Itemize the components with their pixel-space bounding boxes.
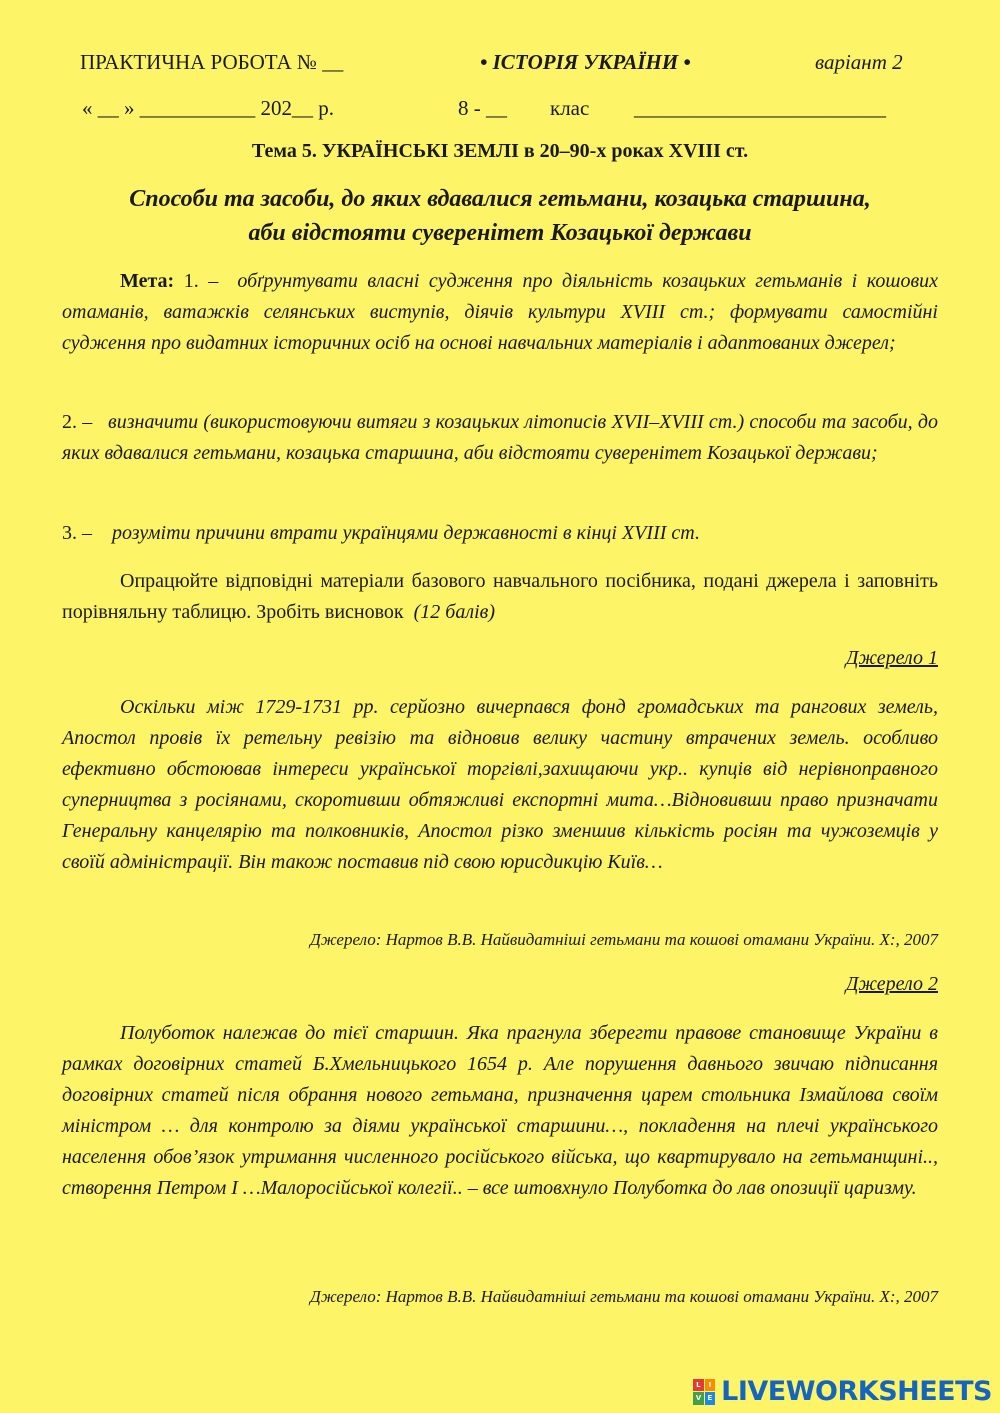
logo-badge-i: I [705,1379,716,1392]
goal-2-number: 2. – [62,411,93,433]
variant-label: варіант 2 [815,50,903,74]
liveworksheets-logo [693,1376,992,1407]
goal-3 [62,518,938,549]
title-line-2: аби відстояти суверенітет Козацької держави [248,220,752,246]
class-word: клас [550,96,590,120]
logo-text: LIVEWORKSHEETS [721,1376,992,1407]
goals-label: Мета: [120,270,175,292]
topic-heading: Тема 5. УКРАЇНСЬКІ ЗЕМЛІ в 20–90-х роках XVIII ст. [251,140,749,162]
source-1-text: Оскільки між 1729-1731 рр. серйозно вичерпався фонд громадських та рангових земель, Апостол провів їх ретельну ревізію та відновив велику частину втрачених земель. особливо ефективно обстоював інтереси української торгівлі,захищаючи укр.. купців від нерівноправного суперництва з росіянами, скоротивши обтяжливі експортні мита…Відновивши право призначати Генеральну канцелярію та полковників, Апостол різко зменшив кількість росіян та чужоземців у своїй адміністрації. Він також поставив під свою юрисдикцію Київ… [62,696,938,873]
goal-1 [62,266,938,359]
goal-1-number: 1. – [183,270,219,292]
logo-badge-e: E [705,1392,716,1405]
source-1-label: Джерело 1 [845,647,938,669]
source-2-text: Полуботок належав до тієї старшин. Яка прагнула зберегти правове становище України в рамках договірних статей Б.Хмельницького 1654 р. Але порушення давнього звичаю підписання договірних статей після обрання нового гетьмана, призначення царем стольника Ізмайлова своїм міністром … для контролю за діями української старшини…, покладення на плечі українського населення обов’язок утримання численного російського війська, що квартирувало на гетьманщині.., створення Петром І …Малоросійської колегії.. – все штовхнуло Полуботка до лав опозиції царизму. [62,1022,938,1199]
name-field: ________________________ [634,96,886,120]
source-2-label: Джерело 2 [845,973,938,995]
logo-badge-l: L [693,1379,704,1392]
date-field: « __ » ___________ 202__ р. [82,96,334,120]
logo-badge-icon [693,1379,715,1405]
source-1-citation: Джерело: Нартов В.В. Найвидатніші гетьмани та кошові отамани України. Х:, 2007 [310,930,938,949]
task-instructions [62,566,938,628]
class-field: 8 - __ [458,96,507,120]
logo-badge-v: V [693,1392,704,1405]
subject-title: • ІСТОРІЯ УКРАЇНИ • [480,50,691,74]
page-title [0,182,1000,250]
goal-1-text: обґрунтувати власні судження про діяльність козацьких гетьманів і кошових отаманів, ватажків селянських виступів, діячів культури XVIII ст.; формувати самостійні судження про видатних історичних осіб на основі навчальних матеріалів і адаптованих джерел; [62,270,939,354]
source-2-citation: Джерело: Нартов В.В. Найвидатніші гетьмани та кошові отамани України. Х:, 2007 [310,1287,938,1306]
goal-2-text: визначити (використовуючи витяги з козацьких літописів XVII–XVIII ст.) способи та засоби, до яких вдавалися гетьмани, козацька старшина, аби відстояти суверенітет Козацької держави; [62,411,939,464]
goal-3-text: розуміти причини втрати українцями державності в кінці XVIII ст. [112,522,700,544]
title-line-1: Способи та засоби, до яких вдавалися гетьмани, козацька старшина, [129,186,871,212]
task-text: Опрацюйте відповідні матеріали базового навчального посібника, подані джерела і заповніть порівняльну таблицю. Зробіть висновок [62,570,938,623]
task-points: (12 балів) [413,601,495,623]
goal-3-number: 3. – [62,522,92,544]
goal-2 [62,407,938,469]
work-number-label: ПРАКТИЧНА РОБОТА № __ [80,50,344,74]
